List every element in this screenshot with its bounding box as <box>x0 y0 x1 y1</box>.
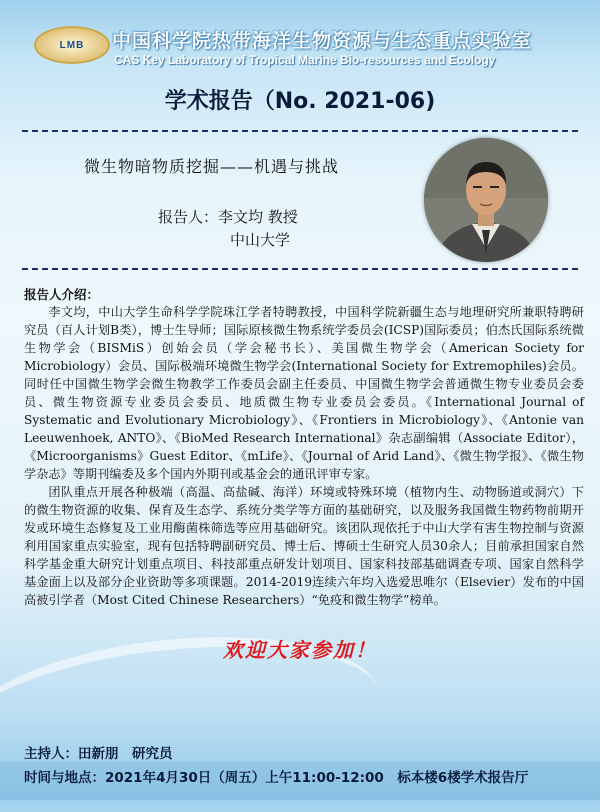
logo-text: LMB <box>59 39 85 51</box>
time-place-line: 时间与地点：2021年4月30日（周五）上午11:00-12:00 标本楼6楼学术报告厅 <box>24 770 529 786</box>
lab-name-en: CAS Key Laboratory of Tropical Marine Bio-resources and Ecology <box>114 53 496 67</box>
bio-paragraph-1: 李文均，中山大学生命科学学院珠江学者特聘教授，中国科学院新疆生态与地理研究所兼职特聘研究员（百人计划B类），博士生导师；国际原核微生物系统学委员会(ICSP)国际委员；伯杰氏国际系统微生物学会（BISMiS）创始会员（学会秘书长）、美国微生物学会（American Society for Microbiology）会员、国际极端环境微生物学会(International Society for Extremophiles)会员。同时任中国微生物学会微生物教学工作委员会副主任委员、中国微生物学会普通微生物专业委员会委员、微生物资源专业委员会委员、地质微生物专业委员会委员。《International Journal of Systematic and Evolutionary Microbiology》、《Frontiers in Microbiology》、《Antonie van Leeuwenhoek, ANTO》、《BioMed Research International》杂志副编辑（Associate Editor），《Microorganisms》Guest Editor、《mLife》、《Journal of Arid Land》、《微生物学报》、《微生物学杂志》等期刊编委及多个国内外期刊或基金会的通讯评审专家。 <box>24 305 584 481</box>
host-line: 主持人：田新朋 研究员 <box>24 746 173 762</box>
header-banner <box>0 0 600 78</box>
intro-label: 报告人介绍： <box>24 287 100 302</box>
talk-title: 微生物暗物质挖掘——机遇与挑战 <box>84 157 340 176</box>
divider-top <box>22 130 578 132</box>
speaker-photo <box>424 138 548 262</box>
lab-name-cn: 中国科学院热带海洋生物资源与生态重点实验室 <box>112 30 533 52</box>
speaker-name: 报告人：李文均 教授 <box>158 208 298 226</box>
speaker-bio <box>24 303 584 609</box>
lab-logo <box>34 26 110 64</box>
report-title: 学术报告（No. 2021-06) <box>164 89 436 114</box>
divider-bottom <box>22 268 578 270</box>
welcome-message: 欢迎大家参加！ <box>223 638 377 662</box>
speaker-affiliation: 中山大学 <box>230 231 291 249</box>
bio-paragraph-2: 团队重点开展各种极端（高温、高盐碱、海洋）环境或特殊环境（植物内生、动物肠道或洞穴）下的微生物资源的收集、保育及生态学、系统分类学等方面的基础研究，以及服务我国微生物药物前期开发或环境生态修复及工业用酶菌株筛选等应用基础研究。该团队现依托于中山大学有害生物控制与资源利用国家重点实验室，现有包括特聘副研究员、博士后、博硕士生研究人员30余人；目前承担国家自然科学基金重大研究计划重点项目、科技部重点研发计划项目、国家科技部基础调查专项、国家自然科学基金面上以及部分企业资助等多项课题。2014-2019连续六年均入选爱思唯尔（Elsevier）发布的中国高被引学者（Most Cited Chinese Researchers）“免疫和微生物学”榜单。 <box>24 485 584 607</box>
